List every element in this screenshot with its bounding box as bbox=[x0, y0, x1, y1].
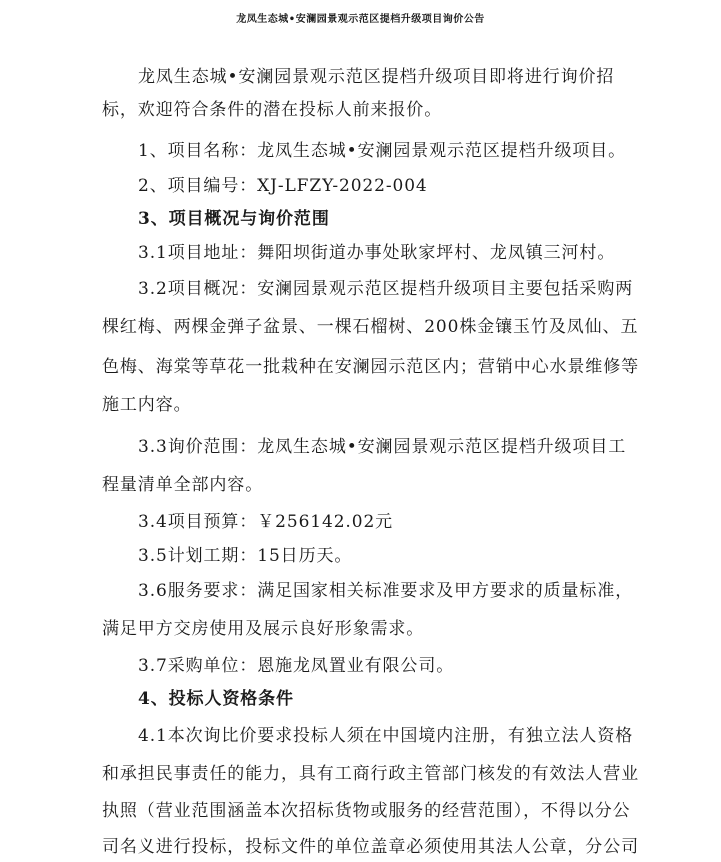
item-3-heading: 3、项目概况与询价范围 bbox=[138, 209, 330, 229]
section-3-6-line-1: 3.6服务要求：满足国家相关标准要求及甲方要求的质量标准， bbox=[138, 581, 634, 601]
item-1-project-name: 1、项目名称：龙凤生态城•安澜园景观示范区提档升级项目。 bbox=[138, 141, 627, 161]
section-3-2-line-4: 施工内容。 bbox=[102, 395, 192, 415]
item-4-heading: 4、投标人资格条件 bbox=[138, 689, 294, 709]
section-3-4-budget: 3.4项目预算：￥256142.02元 bbox=[138, 512, 394, 532]
section-3-2-line-3: 色梅、海棠等草花一批栽种在安澜园示范区内；营销中心水景维修等 bbox=[102, 357, 639, 377]
section-3-2-line-2: 棵红梅、两棵金弹子盆景、一棵石榴树、200株金镶玉竹及凤仙、五 bbox=[102, 317, 639, 337]
section-3-3-line-2: 程量清单全部内容。 bbox=[102, 475, 264, 495]
section-4-1-line-3: 执照（营业范围涵盖本次招标货物或服务的经营范围），不得以分公 bbox=[102, 801, 631, 821]
section-3-2-line-1: 3.2项目概况：安澜园景观示范区提档升级项目主要包括采购两 bbox=[138, 279, 634, 299]
section-4-1-line-1: 4.1本次询比价要求投标人须在中国境内注册，有独立法人资格 bbox=[138, 726, 634, 746]
section-3-5-schedule: 3.5计划工期：15日历天。 bbox=[138, 546, 353, 566]
document-title: 龙凤生态城•安澜园景观示范区提档升级项目询价公告 bbox=[236, 14, 485, 25]
item-2-project-number: 2、项目编号：XJ-LFZY-2022-004 bbox=[138, 176, 428, 196]
section-3-3-line-1: 3.3询价范围：龙凤生态城•安澜园景观示范区提档升级项目工 bbox=[138, 437, 627, 457]
section-3-6-line-2: 满足甲方交房使用及展示良好形象需求。 bbox=[102, 619, 425, 639]
intro-line-2: 标，欢迎符合条件的潜在投标人前来报价。 bbox=[102, 100, 443, 120]
intro-line-1: 龙凤生态城•安澜园景观示范区提档升级项目即将进行询价招 bbox=[138, 67, 615, 87]
section-4-1-line-4: 司名义进行投标，投标文件的单位盖章必须使用其法人公章，分公司 bbox=[102, 837, 639, 857]
section-3-1: 3.1项目地址：舞阳坝街道办事处耿家坪村、龙凤镇三河村。 bbox=[138, 243, 616, 263]
section-4-1-line-2: 和承担民事责任的能力，具有工商行政主管部门核发的有效法人营业 bbox=[102, 764, 639, 784]
section-3-7-purchaser: 3.7采购单位：恩施龙凤置业有限公司。 bbox=[138, 656, 455, 676]
